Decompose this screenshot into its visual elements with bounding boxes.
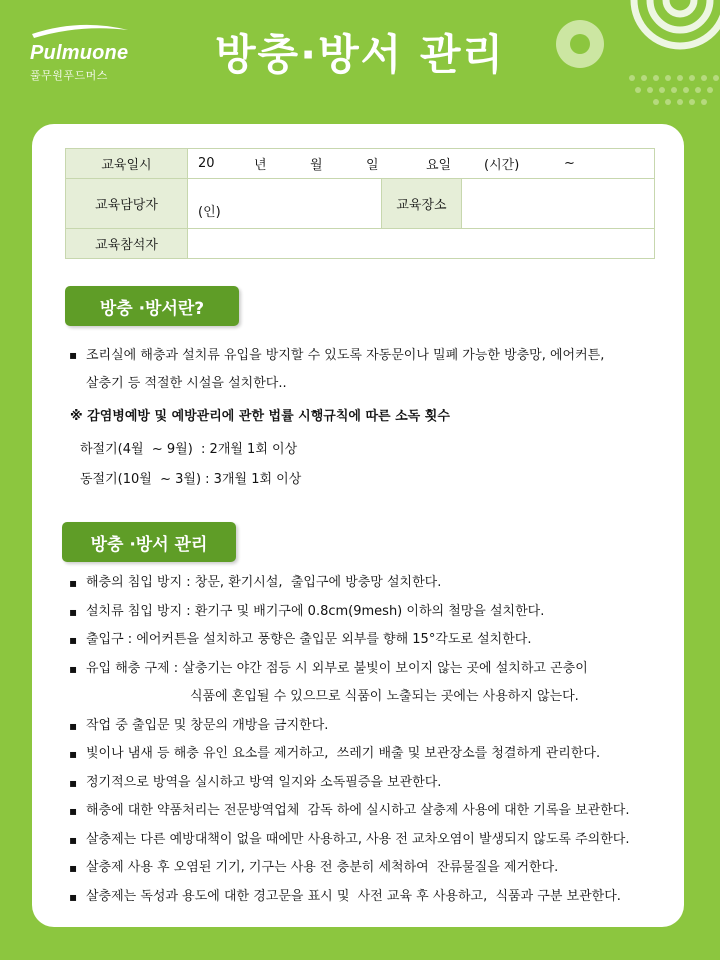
label-location: 교육장소 [382, 179, 462, 229]
date-time-separator: ~ [564, 156, 575, 171]
label-education-date: 교육일시 [66, 149, 188, 179]
list-item: ▪ 해충의 침입 방지 : 창문, 환기시설, 출입구에 방충망 설치한다. [86, 569, 629, 598]
list-item: ▪ 정기적으로 방역을 실시하고 방역 일지와 소독필증을 보관한다. [86, 769, 629, 798]
education-info-table [65, 148, 655, 259]
list-item: ▪ 빛이나 냄새 등 해충 유인 요소를 제거하고, 쓰레기 배출 및 보관장소를 청결하게 관리한다. [86, 740, 629, 769]
attendees-field[interactable] [188, 229, 655, 259]
management-rules-list [86, 569, 629, 911]
list-item-continuation: 식품에 혼입될 수 있으므로 식품이 노출되는 곳에는 사용하지 않는다. [190, 689, 579, 704]
summer-frequency: 하절기(4월 ~ 9월) : 2개월 1회 이상 [80, 442, 298, 457]
disinfection-note: ※ 감염병예방 및 예방관리에 관한 법률 시행규칙에 따른 소독 횟수 [70, 409, 450, 424]
date-month-unit: 월 [310, 158, 323, 173]
list-item: ▪ 설치류 침입 방지 : 환기구 및 배기구에 0.8cm(9mesh) 이하의 철망을 설치한다. [86, 598, 629, 627]
list-item: ▪ 살충제 사용 후 오염된 기기, 기구는 사용 전 충분히 세척하여 잔류물질을 제거한다. [86, 854, 629, 883]
label-attendees: 교육참석자 [66, 229, 188, 259]
date-time-label: (시간) [484, 158, 520, 173]
decorative-circles-icon [520, 0, 720, 110]
brand-name: Pulmuone [30, 42, 129, 64]
date-year-unit: 년 [254, 158, 267, 173]
list-item: ▪ 해충에 대한 약품처리는 전문방역업체 감독 하에 실시하고 살충제 사용에 대한 기록을 보관한다. [86, 797, 629, 826]
list-item: ▪ 살충제는 다른 예방대책이 없을 때에만 사용하고, 사용 전 교차오염이 발생되지 않도록 주의한다. [86, 826, 629, 855]
list-item: ▪ 출입구 : 에어커튼을 설치하고 풍향은 출입문 외부를 향해 15°각도로 설치한다. [86, 626, 629, 655]
list-item: ▪ 유입 해충 구제 : 살충기는 야간 점등 시 외부로 불빛이 보이지 않는 곳에 설치하고 곤충이 [86, 655, 629, 684]
section-heading-definition: 방충 ·방서란? [65, 286, 239, 326]
definition-line-2: 살충기 등 적절한 시설을 설치한다.. [86, 376, 287, 391]
page-title: 방충·방서 관리 [214, 30, 505, 79]
list-item: ▪ 작업 중 출입문 및 창문의 개방을 금지한다. [86, 712, 629, 741]
date-year: 20 [198, 156, 215, 171]
date-day-unit: 일 [366, 158, 379, 173]
signature-mark: (인) [198, 205, 221, 220]
date-dow-unit: 요일 [426, 158, 452, 173]
label-instructor: 교육담당자 [66, 179, 188, 229]
winter-frequency: 동절기(10월 ~ 3월) : 3개월 1회 이상 [80, 472, 302, 487]
instructor-field[interactable] [188, 179, 382, 229]
education-date-field[interactable] [188, 149, 655, 179]
definition-line-1: ▪ 조리실에 해충과 설치류 유입을 방지할 수 있도록 자동문이나 밀폐 가능한 방충망, 에어커튼, [86, 342, 604, 369]
section-heading-management: 방충 ·방서 관리 [62, 522, 236, 562]
list-item: ▪ 살충제는 독성과 용도에 대한 경고문을 표시 및 사전 교육 후 사용하고, 식품과 구분 보관한다. [86, 883, 629, 912]
location-field[interactable] [462, 179, 655, 229]
brand-subtitle: 풀무원푸드머스 [30, 69, 108, 82]
